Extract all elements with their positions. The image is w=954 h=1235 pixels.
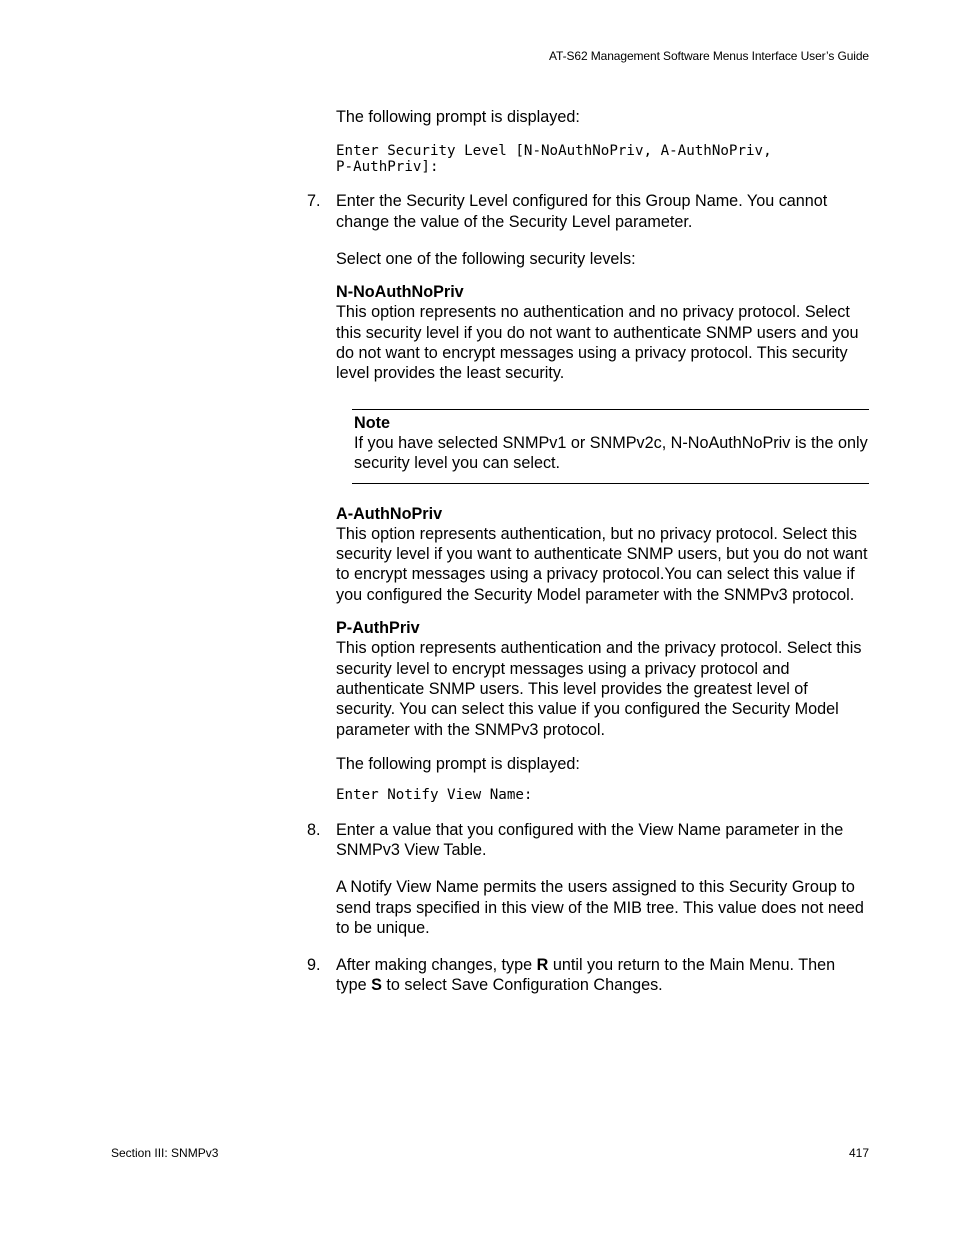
option-description: This option represents no authentication and no privacy protocol. Select this security level if you do not want to authenticate SNMP users and you do not want to encrypt messages using a privacy protocol. This security level provides the least security. <box>336 303 859 383</box>
step-text-part: until you return to the Main Menu. Then type <box>336 956 836 995</box>
step-text: Enter the Security Level configured for this Group Name. You cannot change the value of the Security Level parameter. <box>336 192 828 231</box>
prompt-intro: The following prompt is displayed: <box>336 754 580 773</box>
option-a-authnopriv <box>336 504 869 605</box>
step-text-part: After making changes, type <box>336 956 537 975</box>
option-description: This option represents authentication, but no privacy protocol. Select this security level if you want to authenticate SNMP users, but you do not want to encrypt messages using a privacy protocol.You can select this value if you configured the Security Model parameter with the SNMPv3 protocol. <box>336 524 868 604</box>
option-term: N-NoAuthNoPriv <box>336 283 464 302</box>
footer-section: Section III: SNMPv3 <box>111 1146 219 1160</box>
step-7 <box>307 191 869 232</box>
key-r: R <box>536 956 549 975</box>
option-n-noauthnopriv <box>336 282 869 383</box>
note-text: If you have selected SNMPv1 or SNMPv2c, N-NoAuthNoPriv is the only security level you can select. <box>354 433 868 473</box>
note-box <box>352 409 869 484</box>
step-number: 9. <box>307 956 321 975</box>
page-number: 417 <box>848 1146 869 1160</box>
security-level-prompt-code: Enter Security Level [N-NoAuthNoPriv, A-AuthNoPriv, P-AuthPriv]: <box>336 143 772 175</box>
option-description: This option represents authentication and the privacy protocol. Select this security level to encrypt messages using a privacy protocol and authenticate SNMP users. This level provides the greatest level of security. You can select this value if you configured the Security Model parameter with the SNMPv3 protocol. <box>336 639 862 739</box>
prompt-intro: The following prompt is displayed: <box>336 108 580 126</box>
notify-view-explanation: A Notify View Name permits the users assigned to this Security Group to send traps specified in this view of the MIB tree. This value does not need to be unique. <box>336 878 864 937</box>
option-p-authpriv <box>336 618 869 740</box>
note-title: Note <box>354 413 390 432</box>
option-term: A-AuthNoPriv <box>336 504 443 523</box>
step-text <box>336 955 869 996</box>
step-text-part: to select Save Configuration Changes. <box>381 976 663 995</box>
step-8 <box>307 820 869 861</box>
option-term: P-AuthPriv <box>336 619 420 638</box>
running-header: AT-S62 Management Software Menus Interface User’s Guide <box>549 49 869 63</box>
step-number: 8. <box>307 820 321 839</box>
step-number: 7. <box>307 192 321 211</box>
key-s: S <box>371 976 382 995</box>
step-9 <box>307 955 869 996</box>
notify-view-prompt-code: Enter Notify View Name: <box>336 787 533 804</box>
select-instruction: Select one of the following security levels: <box>336 249 636 268</box>
page-body <box>307 107 869 996</box>
step-text: Enter a value that you configured with the View Name parameter in the SNMPv3 View Table. <box>336 820 844 859</box>
